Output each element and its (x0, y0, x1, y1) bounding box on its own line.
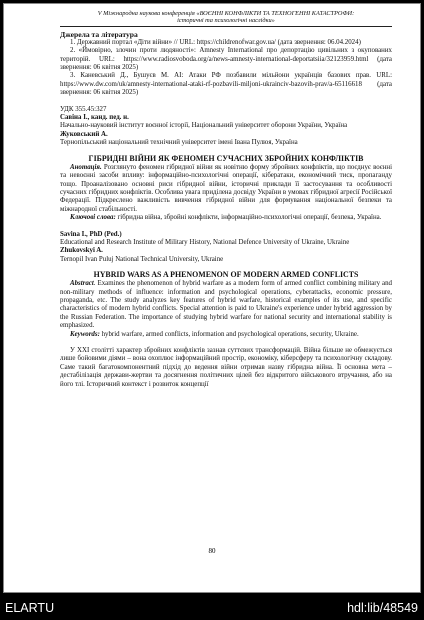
references-title: Джерела та література (60, 29, 138, 39)
author-2-affiliation-en: Ternopil Ivan Puluj National Technical University, Ukraine (60, 255, 224, 263)
abstract-en (60, 280, 392, 330)
document-page (3, 3, 421, 593)
keywords-en-text: hybrid warfare, armed conflicts, information and psychological operations, security, Ukraine. (99, 330, 359, 338)
keywords-uk (60, 214, 392, 222)
keywords-en (60, 331, 392, 339)
header-line-1: V Міжнародна наукова конференція «ВОЄННІ КОНФЛІКТИ ТА ТЕХНОГЕННІ КАТАСТРОФИ: (97, 10, 355, 17)
author-2-name-en: Zhukovskyi A. (60, 247, 103, 255)
author-1-name-en: Savina I., PhD (Ped.) (60, 230, 122, 238)
keywords-uk-label: Ключові слова: (70, 214, 116, 222)
author-1-affiliation-uk: Начально-науковий інститут воєнної історії, Національний університет оборони України, Україна (60, 122, 348, 130)
running-header (60, 10, 392, 25)
author-2-affiliation-uk: Тернопільський національний технічний університет імені Івана Пулюя, Україна (60, 139, 298, 147)
abstract-uk (60, 164, 392, 214)
abstract-en-label: Abstract (70, 280, 94, 288)
header-divider (60, 26, 392, 27)
body-paragraph: У XXI столітті характер збройних конфліктів зазнав суттєвих трансформацій. Війна більше не обмежується лише бойовими діями – вона охоплює інформаційний простір, економіку, кіберсферу та психологічну складову. Саме такий багатокомпонентний підхід до ведення війни отримав назву гібридна війна. Її основна мета – дестабілізація держави-жертви та досягнення політичних цілей без відкритого військового втручання, або на його тлі. Історичний контекст і розвиток концепції (60, 347, 392, 388)
article-title-uk: ГІБРИДНІ ВІЙНИ ЯК ФЕНОМЕН СУЧАСНИХ ЗБРОЙНИХ КОНФЛІКТІВ (88, 153, 364, 163)
footer-handle: hdl:lib/48549 (347, 601, 418, 615)
page-content (60, 10, 392, 389)
author-1-affiliation-en: Educational and Research Institute of Military History, National Defence University of Ukraine, Ukraine (60, 238, 350, 246)
abstract-uk-text: Розглянуто феномен гібридної війни як новітню форму збройних конфліктів, що поєднує воєнні та невоєнні засоби впливу: інформаційно-психологічні операції, кібератаки, економічний тиск, пропаганду тощо. Проаналізовано основні риси гібридної війни, історичні приклади її застосування та особливості сучасних гібридних конфліктів. Особлива увага приділена досвіду України в умовах гібридної агресії Російської Федерації. Підкреслено важливість вивчення гібридної війни для формування національної безпеки та міжнародної стабільності. (60, 163, 392, 213)
abstract-en-text: . Examines the phenomenon of hybrid warfare as a modern form of armed conflict combining military and non-military methods of influence: information and psychological operations, cyberattacks, economic pressure, propaganda, etc. The study analyzes key features of hybrid warfare, historical examples of its use, and specific characteristics of modern hybrid conflicts. Special attention is paid to Ukraine's experience under hybrid aggression by the Russian Federation. The importance of studying hybrid warfare for national security and international stability is emphasized. (60, 280, 392, 330)
article-title-en: HYBRID WARS AS A PHENOMENON OF MODERN ARMED CONFLICTS (93, 270, 359, 280)
page-number: 80 (208, 547, 216, 555)
reference-item-3: 3. Каневський Д., Бушуєв М. АІ: Атаки РФ позбавили мільйони українців базових прав. URL: https://www.dw.com/uk/amnesty-international-ataki-rf-pozbavili-miljoni-ukrainciv-bazovih-prav/a-65116618 (дата звернення: 06 квітня 2025) (60, 72, 392, 97)
reference-item-2: 2. «Ймовірно, злочин проти людяності»: Amnesty International про депортацію цивільних з окупованих територій. URL: https://www.radiosvoboda.org/a/news-amnesty-international-deportatsiia/32123959.html (дата звернення: 06 квітня 2025) (60, 47, 392, 72)
footer-repository-name: ELARTU (5, 601, 55, 615)
abstract-uk-label: Анотація. (70, 163, 102, 171)
reference-item-1: 1. Державний портал «Діти війни» // URL: https://childrenofwar.gov.ua/ (дата звернення: 06.04.2024) (70, 38, 361, 46)
keywords-en-label: Keywords: (70, 330, 100, 338)
keywords-uk-text: гібридна війна, збройні конфлікти, інформаційно-психологічні операції, безпека, Україна. (115, 214, 382, 222)
header-line-2: історичні та психологічні наслідки» (177, 17, 275, 25)
author-1-name-uk: Савіна І., канд. пед. н. (60, 114, 129, 122)
author-2-name-uk: Жуковський А. (60, 130, 108, 138)
udc-code: УДК 355.45:327 (60, 105, 107, 113)
